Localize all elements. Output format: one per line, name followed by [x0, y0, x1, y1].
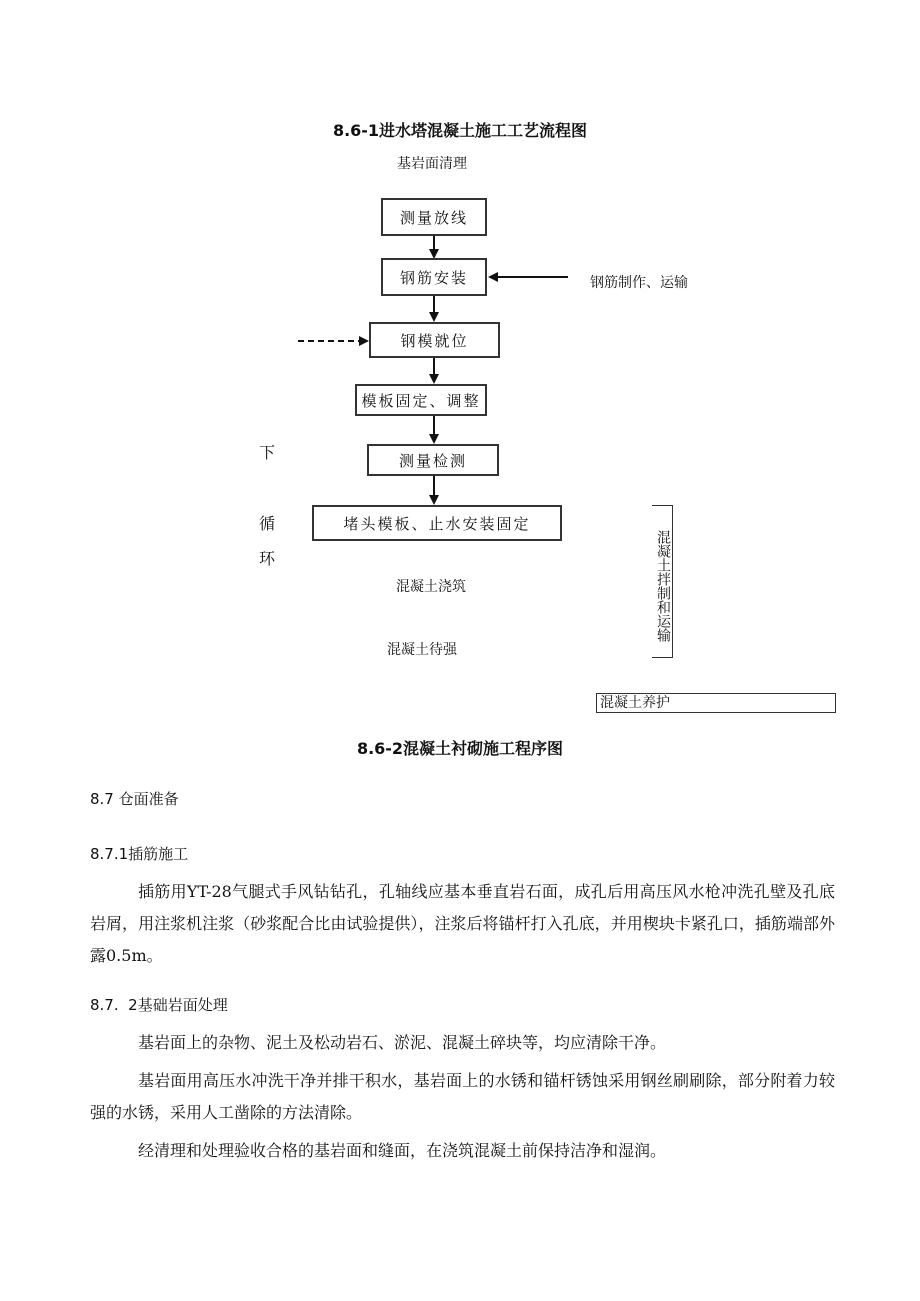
paragraph-rebar: 插筋用YT-28气腿式手风钻钻孔，孔轴线应基本垂直岩石面，成孔后用高压风水枪冲洗孔壁及孔底岩屑，用注浆机注浆（砂浆配合比由试验提供），注浆后将锚杆打入孔底，并用楔块卡紧孔口，插筋端部外露0.5m。 [90, 882, 835, 965]
loop-char-1: 下 [259, 443, 276, 462]
heading-8-7-1: 8.7.1插筋施工 [90, 845, 189, 863]
paragraph-acceptance: 经清理和处理验收合格的基岩面和缝面，在浇筑混凝土前保持洁净和湿润。 [138, 1141, 667, 1160]
flowchart-caption: 8.6-2混凝土衬砌施工程序图 [356, 739, 564, 758]
step-survey: 测量放线 [381, 198, 487, 236]
pour-label: 混凝土浇筑 [396, 579, 466, 595]
loop-char-3: 环 [259, 549, 276, 568]
paragraph-washing: 基岩面用高压水冲洗干净并排干积水，基岩面上的水锈和锚杆锈蚀采用钢丝刷刷除，部分附着力较强的水锈，采用人工凿除的方法清除。 [90, 1071, 835, 1122]
wait-label: 混凝土待强 [387, 642, 457, 658]
step-inspection: 测量检测 [367, 444, 499, 476]
heading-8-7: 8.7 仓面准备 [90, 790, 179, 808]
start-label: 基岩面清理 [397, 156, 467, 172]
paragraph-debris: 基岩面上的杂物、泥土及松动岩石、淤泥、混凝土碎块等，均应清除干净。 [138, 1033, 667, 1052]
heading-8-7-2: 8.7. 2基础岩面处理 [90, 996, 228, 1014]
flowchart-title: 8.6-1进水塔混凝土施工工艺流程图 [332, 121, 588, 140]
loop-char-2: 循 [259, 514, 276, 533]
step-stopper-install: 堵头模板、止水安装固定 [312, 505, 562, 541]
step-formwork-place: 钢模就位 [369, 322, 500, 358]
side-input-label: 钢筋制作、运输 [590, 275, 688, 291]
step-rebar: 钢筋安装 [381, 258, 487, 296]
mixing-transport-label: 混凝土拌制和运输 [655, 530, 671, 642]
step-formwork-fix: 模板固定、调整 [355, 384, 487, 416]
curing-box: 混凝土养护 [596, 693, 836, 713]
